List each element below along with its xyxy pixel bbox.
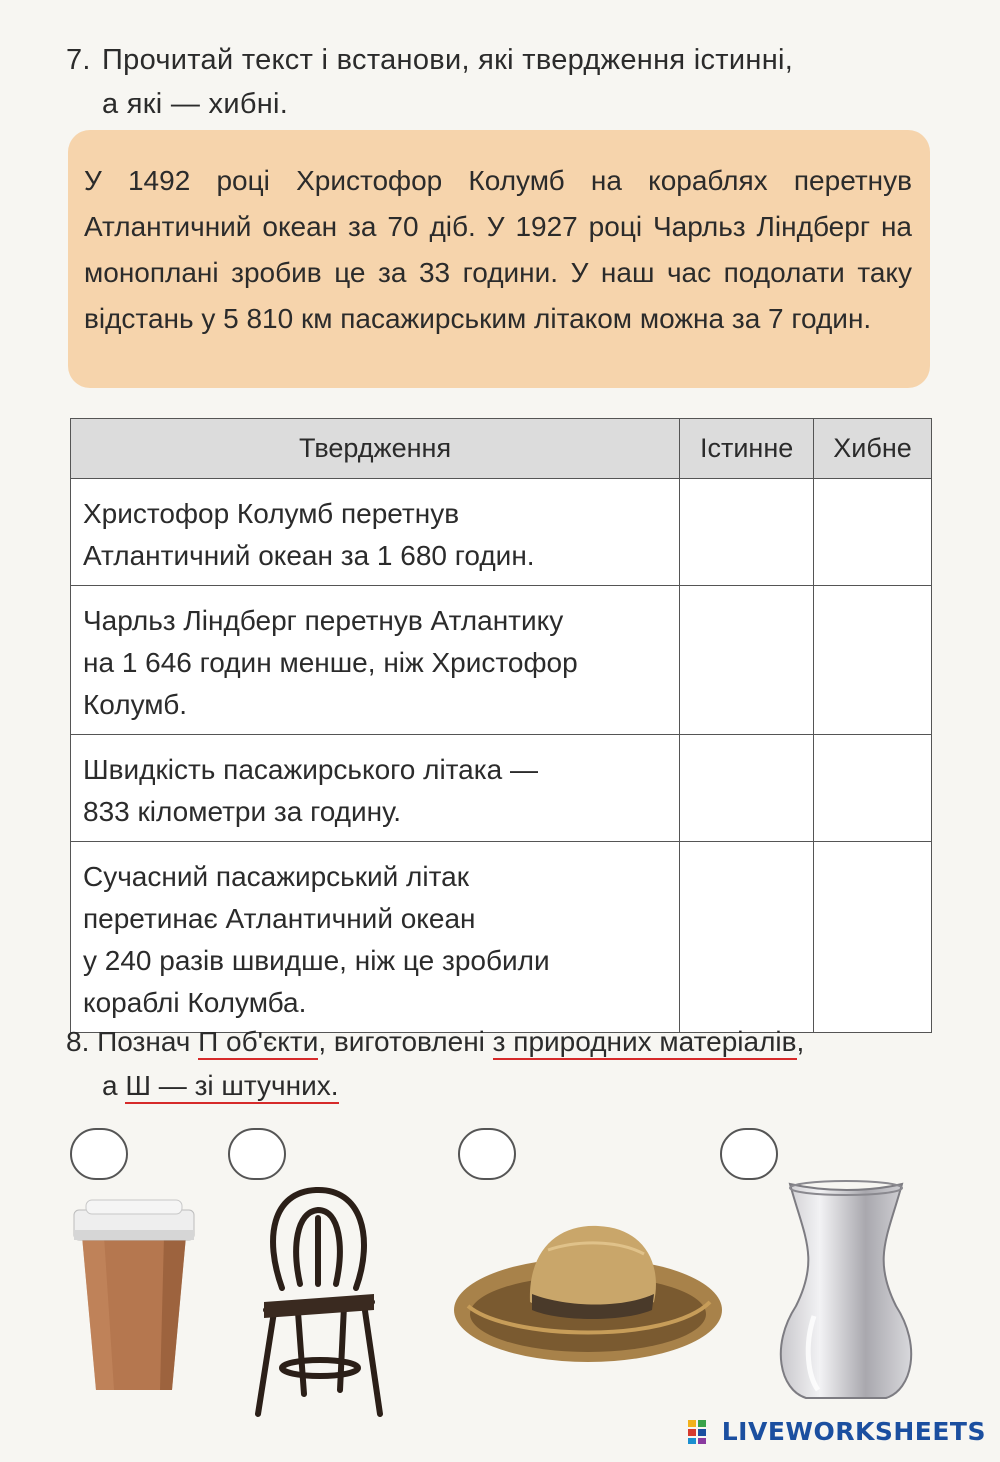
statement-line: Чарльз Ліндберг перетнув Атлантику xyxy=(83,605,564,636)
statement-line: 833 кілометри за годину. xyxy=(83,796,402,827)
statement-line: перетинає Атлантичний океан xyxy=(83,903,476,934)
statement-line: Колумб. xyxy=(83,689,188,720)
statement-line: Швидкість пасажирського літака — xyxy=(83,754,538,785)
task7-title xyxy=(66,38,946,126)
task8-natural-mark: П об'єкти xyxy=(198,1026,318,1060)
statement-line: у 240 разів швидше, ніж це зробили xyxy=(83,945,550,976)
false-checkbox-cell[interactable] xyxy=(814,735,932,842)
statement-cell xyxy=(71,735,680,842)
true-checkbox-cell[interactable] xyxy=(680,586,814,735)
task8-text-c: , виготовлені xyxy=(318,1026,493,1057)
statement-line: Сучасний пасажирський літак xyxy=(83,861,469,892)
passage-box xyxy=(68,130,930,388)
statement-line: на 1 646 годин менше, ніж Христофор xyxy=(83,647,578,678)
task7-line2: а які — хибні. xyxy=(102,88,289,120)
task8-text-a: Познач xyxy=(97,1026,199,1057)
false-checkbox-cell[interactable] xyxy=(814,479,932,586)
false-checkbox-cell[interactable] xyxy=(814,842,932,1033)
true-checkbox-cell[interactable] xyxy=(680,842,814,1033)
answer-oval-cup[interactable] xyxy=(70,1128,128,1180)
task8-text-f: а xyxy=(102,1070,126,1101)
table-row xyxy=(71,586,932,735)
coffee-cup-icon xyxy=(64,1196,204,1396)
statement-cell xyxy=(71,479,680,586)
passage-text: У 1492 році Христофор Колумб на кораблях перетнув Атлантичний океан за 70 діб. У 1927 році Чарльз Ліндберг на моноплані зробив це за 33 години. У наш час подолати таку відстань у 5 810 км пасажирським літаком можна за 7 годин. xyxy=(84,165,912,334)
false-checkbox-cell[interactable] xyxy=(814,586,932,735)
task7-line1: Прочитай текст і встанови, які твердження істинні, xyxy=(102,44,794,76)
task8-artificial-mark: Ш — зі штучних. xyxy=(125,1070,338,1104)
watermark-logo xyxy=(688,1417,986,1446)
liveworksheets-logo-icon xyxy=(688,1420,716,1444)
table-header-row xyxy=(71,419,932,479)
statements-table xyxy=(70,418,932,1033)
task8-text-e: , xyxy=(796,1026,805,1057)
true-checkbox-cell[interactable] xyxy=(680,735,814,842)
table-row xyxy=(71,735,932,842)
table-row xyxy=(71,479,932,586)
table-row xyxy=(71,842,932,1033)
chair-icon xyxy=(244,1178,394,1418)
vase-icon xyxy=(756,1176,936,1406)
statement-cell xyxy=(71,586,680,735)
task8-number: 8. xyxy=(66,1026,90,1057)
task8-natural-materials: з природних матеріалів xyxy=(493,1026,797,1060)
answer-oval-chair[interactable] xyxy=(228,1128,286,1180)
answer-oval-hat[interactable] xyxy=(458,1128,516,1180)
task7-number: 7. xyxy=(66,44,91,76)
straw-hat-icon xyxy=(448,1210,728,1370)
header-true: Істинне xyxy=(680,419,814,479)
answer-oval-vase[interactable] xyxy=(720,1128,778,1180)
statement-cell xyxy=(71,842,680,1033)
statement-line: кораблі Колумба. xyxy=(83,987,307,1018)
statement-line: Христофор Колумб перетнув xyxy=(83,498,460,529)
watermark-text: LIVEWORKSHEETS xyxy=(721,1417,986,1446)
task8-line2 xyxy=(66,1064,946,1108)
true-checkbox-cell[interactable] xyxy=(680,479,814,586)
header-statement: Твердження xyxy=(71,419,680,479)
statement-line: Атлантичний океан за 1 680 годин. xyxy=(83,540,535,571)
task8-instructions xyxy=(66,1020,946,1108)
header-false: Хибне xyxy=(814,419,932,479)
